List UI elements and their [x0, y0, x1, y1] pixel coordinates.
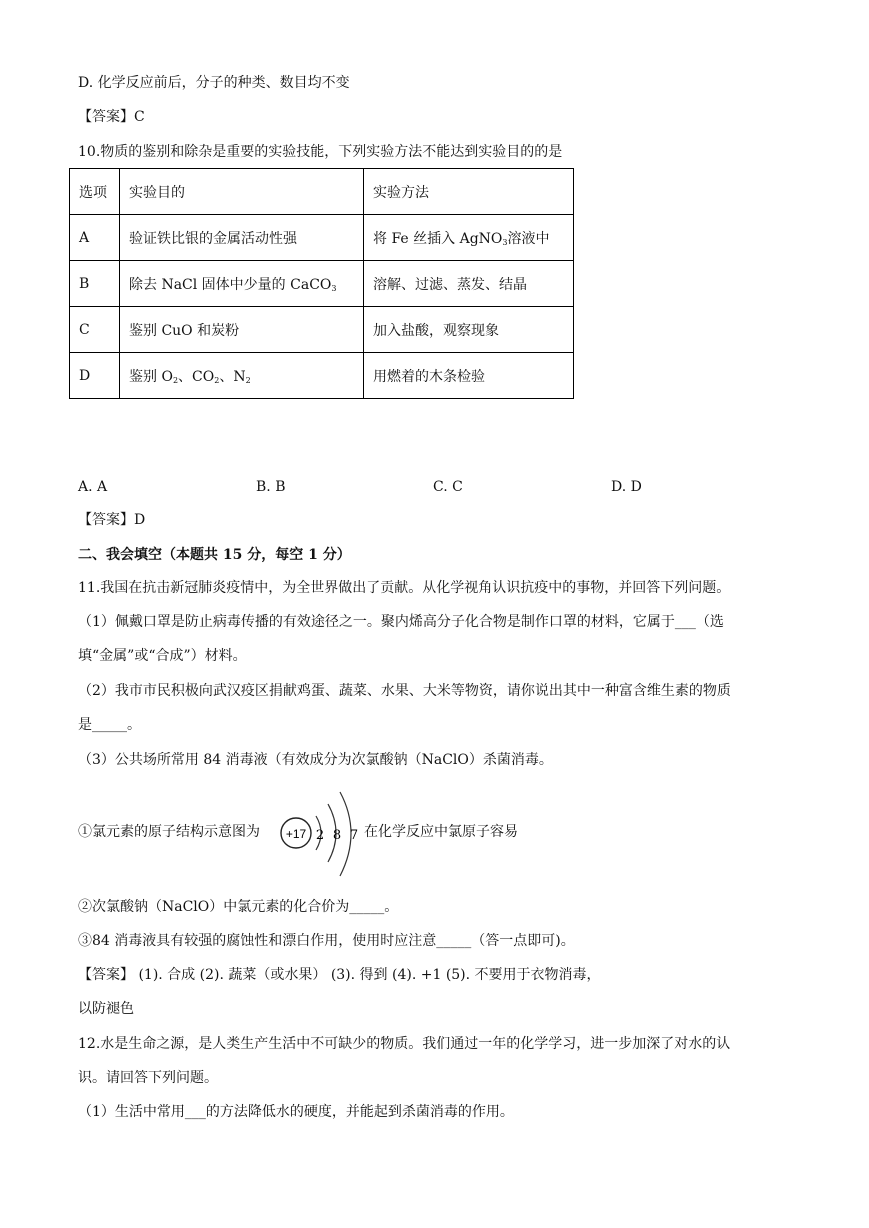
q11-p1a: （1）佩戴口罩是防止病毒传播的有效途径之一。聚内烯高分子化合物是制作口罩的材料，它属于___（选: [78, 614, 724, 630]
section-title: 二、我会填空（本题共 15 分，每空 1 分）: [78, 547, 351, 563]
shell-3-electrons: 7: [349, 828, 359, 843]
shell-1-electrons: 2: [315, 828, 325, 843]
q11-answer-cont: 以防褪色: [78, 1001, 134, 1017]
choice-b: B. B: [256, 479, 286, 495]
row-method: 将 Fe 丝插入 AgNO$_3$溶液中: [364, 215, 574, 261]
row-purpose: 除去 NaCl 固体中少量的 CaCO$_3$: [120, 261, 364, 307]
q11-stem: 11.我国在抗击新冠肺炎疫情中，为全世界做出了贡献。从化学视角认识抗疫中的事物，并回答下列问题。: [78, 580, 731, 596]
q10-answer: 【答案】D: [78, 512, 146, 528]
q11-s3: ③84 消毒液具有较强的腐蚀性和漂白作用，使用时应注意_____（答一点即可)。: [78, 933, 575, 949]
table-row: [70, 307, 574, 353]
header-option: 选项: [70, 169, 120, 215]
q12-stem-b: 识。请回答下列问题。: [78, 1070, 218, 1086]
table-row: [70, 215, 574, 261]
q11-p3: （3）公共场所常用 84 消毒液（有效成分为次氯酸钠（NaClO）杀菌消毒。: [78, 752, 553, 768]
table-row: [70, 353, 574, 399]
choice-c: C. C: [433, 479, 463, 495]
chlorine-atom-structure-diagram: [276, 786, 366, 886]
choice-a: A. A: [78, 479, 108, 495]
header-purpose: 实验目的: [120, 169, 364, 215]
q11-s1-pre: ①氯元素的原子结构示意图为: [78, 824, 260, 840]
row-option: D: [70, 353, 120, 399]
q11-s1-post: 在化学反应中氯原子容易: [364, 824, 518, 840]
row-method: 溶解、过滤、蒸发、结晶: [364, 261, 574, 307]
q12-p1: （1）生活中常用___的方法降低水的硬度，并能起到杀菌消毒的作用。: [78, 1104, 514, 1120]
q9-option-d: D. 化学反应前后，分子的种类、数目均不变: [78, 75, 350, 91]
nucleus-charge: +17: [285, 827, 307, 841]
header-method: 实验方法: [364, 169, 574, 215]
table-header-row: [70, 169, 574, 215]
q11-answer: [78, 965, 601, 985]
choice-d: D. D: [611, 479, 642, 495]
row-method: 加入盐酸，观察现象: [364, 307, 574, 353]
q10-stem: 10.物质的鉴别和除杂是重要的实验技能，下列实验方法不能达到实验目的的是: [78, 144, 563, 160]
shell-2-electrons: 8: [332, 828, 342, 843]
row-option: A: [70, 215, 120, 261]
q11-p2b: 是_____。: [78, 717, 141, 733]
row-method: 用燃着的木条检验: [364, 353, 574, 399]
table-row: [70, 261, 574, 307]
experiment-table: [69, 168, 574, 399]
row-purpose: 验证铁比银的金属活动性强: [120, 215, 364, 261]
q9-answer: 【答案】C: [78, 109, 145, 125]
row-option: C: [70, 307, 120, 353]
q11-s2: ②次氯酸钠（NaClO）中氯元素的化合价为_____。: [78, 899, 399, 915]
row-purpose: 鉴别 CuO 和炭粉: [120, 307, 364, 353]
q11-p1b: 填“金属”或“合成”）材料。: [78, 648, 247, 664]
row-option: B: [70, 261, 120, 307]
q12-stem-a: 12.水是生命之源，是人类生产生活中不可缺少的物质。我们通过一年的化学学习，进一步加深了对水的认: [78, 1036, 731, 1052]
answer-label: 【答案】: [78, 967, 134, 983]
answer-text: (1). 合成 (2). 蔬菜（或水果） (3). 得到 (4). +1 (5). 不要用于衣物消毒，: [134, 967, 601, 983]
row-purpose: 鉴别 $O_2$、$CO_2$、$N_2$: [120, 353, 364, 399]
q11-p2a: （2）我市市民积极向武汉疫区捐献鸡蛋、蔬菜、水果、大米等物资，请你说出其中一种富含维生素的物质: [78, 683, 731, 699]
